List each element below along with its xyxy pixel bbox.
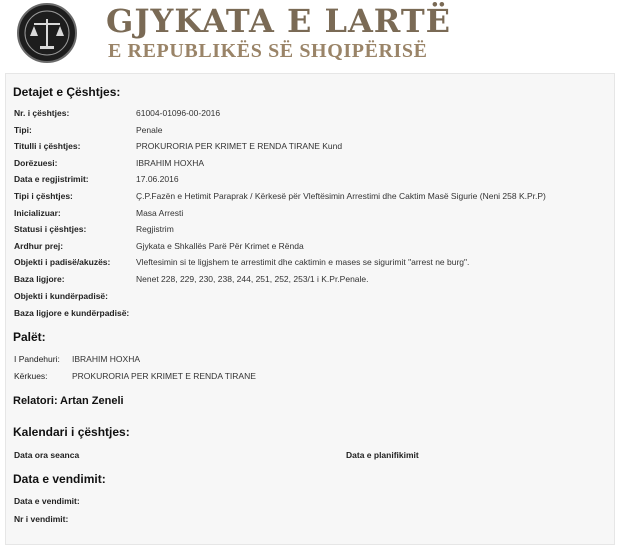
decision-number-label: Nr i vendimit:: [14, 514, 69, 524]
parties-title: Palët:: [13, 330, 46, 344]
type-value: Penale: [136, 125, 163, 135]
calendar-col-planning: Data e planifikimit: [346, 450, 419, 460]
case-number-value: 61004-01096-00-2016: [136, 108, 221, 118]
type-label: Tipi:: [14, 125, 32, 135]
case-title-label: Titulli i çështjes:: [14, 141, 81, 151]
requester-value: PROKURORIA PER KRIMET E RENDA TIRANE: [72, 371, 256, 381]
status-label: Statusi i çështjes:: [14, 224, 87, 234]
submitter-value: IBRAHIM HOXHA: [136, 158, 205, 168]
initiated-label: Inicializuar:: [14, 208, 61, 218]
decision-date-label: Data e vendimit:: [14, 496, 80, 506]
rapporteur-label: Relatori:: [13, 395, 58, 407]
origin-value: Gjykata e Shkallës Parë Për Krimet e Rënda: [136, 241, 304, 251]
court-seal-icon: [12, 2, 82, 64]
calendar-title: Kalendari i çështjes:: [13, 425, 130, 439]
site-header: [0, 0, 620, 72]
court-title: GJYKATA E LARTË: [106, 2, 452, 40]
court-subtitle: E REPUBLIKËS SË SHQIPËRISË: [108, 40, 428, 62]
status-value: Regjistrim: [136, 224, 174, 234]
claim-object-value: Vleftesimin si te ligjshem te arrestimit dhe caktimin e mases se sigurimit "arrest ne burg".: [136, 257, 470, 267]
decision-title: Data e vendimit:: [13, 472, 106, 486]
defendant-value: IBRAHIM HOXHA: [72, 354, 141, 364]
submitter-label: Dorëzuesi:: [14, 158, 58, 168]
case-type-label: Tipi i çështjes:: [14, 191, 73, 201]
calendar-col-session: Data ora seanca: [14, 450, 80, 460]
legal-basis-label: Baza ligjore:: [14, 274, 65, 284]
registration-date-value: 17.06.2016: [136, 174, 179, 184]
origin-label: Ardhur prej:: [14, 241, 64, 251]
requester-label: Kërkues:: [14, 371, 48, 381]
case-number-label: Nr. i çështjes:: [14, 108, 70, 118]
rapporteur-value: Artan Zeneli: [60, 395, 124, 407]
registration-date-label: Data e regjistrimit:: [14, 174, 89, 184]
case-title-value: PROKURORIA PER KRIMET E RENDA TIRANE Kund: [136, 141, 343, 151]
legal-basis-value: Nenet 228, 229, 230, 238, 244, 251, 252, 253/1 i K.Pr.Penale.: [136, 274, 369, 284]
defendant-label: I Pandehuri:: [14, 354, 60, 364]
counterclaim-basis-label: Baza ligjore e kundërpadisë:: [14, 308, 130, 318]
claim-object-label: Objekti i padisë/akuzës:: [14, 257, 111, 267]
initiated-value: Masa Arresti: [136, 208, 184, 218]
counterclaim-object-label: Objekti i kundërpadisë:: [14, 291, 108, 301]
case-type-value: Ç.P.Fazën e Hetimit Paraprak / Kërkesë për Vleftësimin Arrestimi dhe Caktim Masë Sigurie (Neni 258 K.Pr.P): [136, 191, 546, 201]
case-details-title: Detajet e Çështjes:: [13, 85, 121, 99]
